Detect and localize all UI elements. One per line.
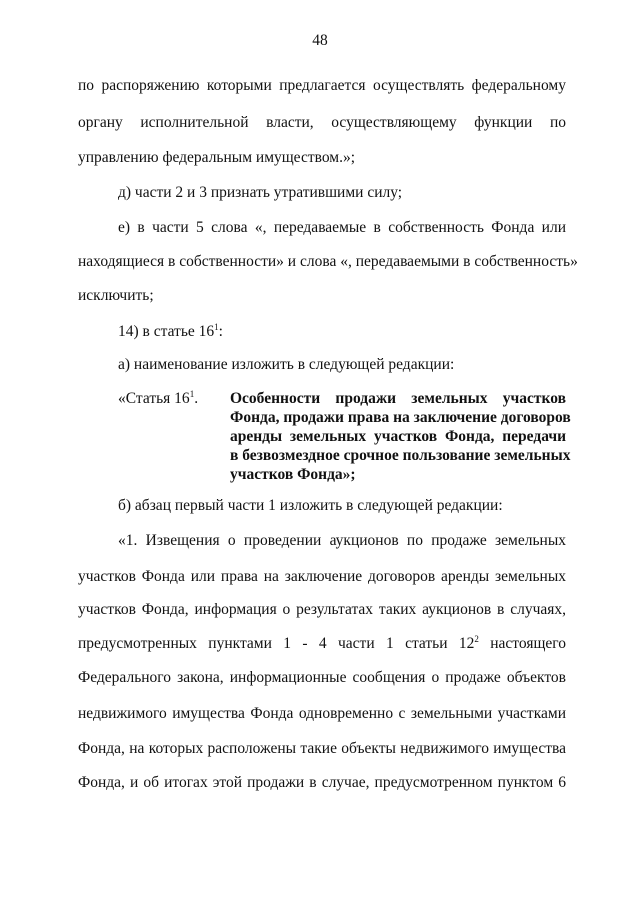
punctuation: : bbox=[218, 323, 223, 340]
article-title-line: участков Фонда»; bbox=[230, 466, 356, 483]
text-line: участков Фонда, информация о результатах таких аукционов в случаях, bbox=[78, 601, 566, 618]
punctuation: . bbox=[194, 390, 199, 407]
text-line: органу исполнительной власти, осуществляющему функции по bbox=[78, 114, 566, 131]
text-line: Фонда, на которых расположены такие объекты недвижимого имущества bbox=[78, 740, 566, 757]
text-segment: настоящего bbox=[478, 635, 566, 652]
text-segment: предусмотренных пунктами 1 - 4 части 1 статьи 12 bbox=[78, 635, 475, 652]
text-line bbox=[78, 634, 566, 654]
article-title-line: аренды земельных участков Фонда, передачи bbox=[230, 428, 566, 445]
text-line: недвижимого имущества Фонда одновременно с земельными участками bbox=[78, 705, 566, 722]
article-label bbox=[118, 389, 198, 409]
text-line: б) абзац первый части 1 изложить в следующей редакции: bbox=[118, 497, 503, 514]
text-line: Фонда, и об итогах этой продажи в случае, предусмотренном пунктом 6 bbox=[78, 774, 566, 791]
text-line: исключить; bbox=[78, 287, 154, 304]
superscript: 1 bbox=[189, 388, 195, 399]
text-line bbox=[118, 322, 566, 342]
text-line: Федерального закона, информационные сообщения о продаже объектов bbox=[78, 669, 566, 686]
article-title bbox=[230, 389, 571, 484]
text-line: е) в части 5 слова «, передаваемые в собственность Фонда или bbox=[118, 219, 566, 236]
text-line: а) наименование изложить в следующей редакции: bbox=[118, 356, 455, 373]
text-line: находящиеся в собственности» и слова «, передаваемыми в собственность» bbox=[78, 253, 578, 270]
text-line: участков Фонда или права на заключение договоров аренды земельных bbox=[78, 568, 566, 585]
page-number: 48 bbox=[312, 32, 328, 49]
text-line: по распоряжению которыми предлагается осуществлять федеральному bbox=[78, 77, 566, 94]
superscript: 2 bbox=[474, 633, 479, 644]
superscript: 1 bbox=[214, 321, 219, 332]
text-line: «1. Извещения о проведении аукционов по продаже земельных bbox=[118, 532, 566, 549]
article-label-text: «Статья 16 bbox=[118, 390, 190, 407]
article-title-line: Фонда, продажи права на заключение договоров bbox=[230, 409, 571, 426]
text-line: управлению федеральным имуществом.»; bbox=[78, 149, 356, 166]
article-title-line: Особенности продажи земельных участков bbox=[230, 390, 566, 407]
article-title-line: в безвозмездное срочное пользование земельных bbox=[230, 447, 571, 464]
text-line: д) части 2 и 3 признать утратившими силу; bbox=[118, 184, 403, 201]
article-ref: 14) в статье 16 bbox=[118, 323, 215, 340]
